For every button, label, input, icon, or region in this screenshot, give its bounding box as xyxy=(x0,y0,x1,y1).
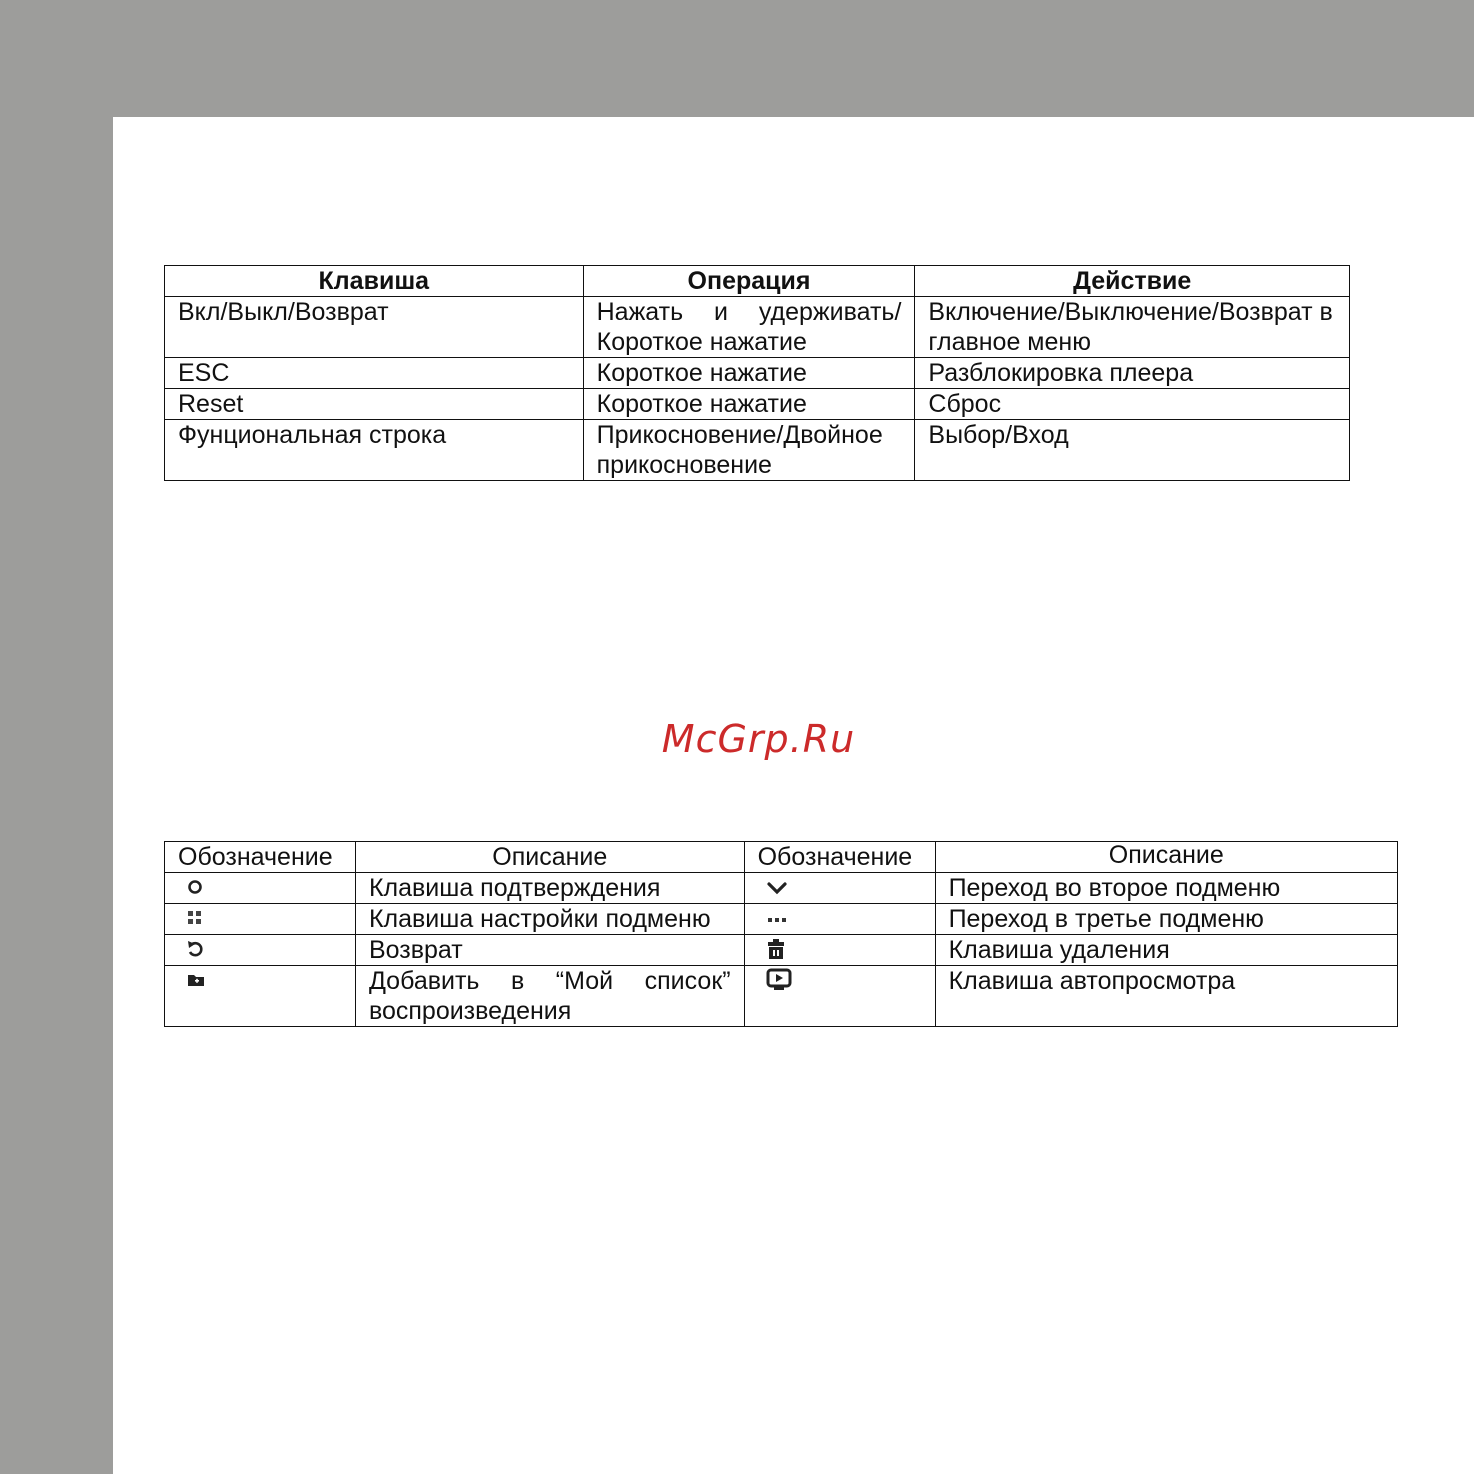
description-cell: Добавить в “Мой список” воспроизведения xyxy=(355,966,744,1027)
symbol-cell xyxy=(744,873,935,904)
header-symbol: Обозначение xyxy=(165,842,356,873)
key-cell: Reset xyxy=(165,389,584,420)
key-cell: ESC xyxy=(165,358,584,389)
back-arrow-icon xyxy=(185,938,207,960)
table-row xyxy=(165,904,1398,935)
action-cell: Разблокировка плеера xyxy=(915,358,1350,389)
header-operation: Операция xyxy=(583,266,915,297)
description-cell: Клавиша подтверждения xyxy=(355,873,744,904)
description-cell: Клавиша удаления xyxy=(935,935,1397,966)
symbol-cell xyxy=(165,873,356,904)
symbol-cell xyxy=(744,966,935,1027)
operation-cell: Короткое нажатие xyxy=(583,389,915,420)
header-symbol: Обозначение xyxy=(744,842,935,873)
header-action: Действие xyxy=(915,266,1350,297)
circle-icon xyxy=(185,877,205,897)
table-header-row xyxy=(165,842,1398,873)
action-cell: Сброс xyxy=(915,389,1350,420)
action-cell: Включение/Выключение/Возврат в главное меню xyxy=(915,297,1350,358)
operation-cell: Прикосновение/Двойное прикосновение xyxy=(583,420,915,481)
description-cell: Возврат xyxy=(355,935,744,966)
symbol-cell xyxy=(165,966,356,1027)
key-cell: Вкл/Выкл/Возврат xyxy=(165,297,584,358)
table-header-row xyxy=(165,266,1350,297)
header-description: Описание xyxy=(355,842,744,873)
keys-table xyxy=(164,265,1350,481)
description-cell: Клавиша автопросмотра xyxy=(935,966,1397,1027)
symbol-cell xyxy=(744,904,935,935)
table-row xyxy=(165,358,1350,389)
table-row xyxy=(165,420,1350,481)
description-cell: Переход во второе подменю xyxy=(935,873,1397,904)
icons-table xyxy=(164,841,1398,1027)
description-cell: Клавиша настройки подменю xyxy=(355,904,744,935)
table-row xyxy=(165,935,1398,966)
description-cell: Переход в третье подменю xyxy=(935,904,1397,935)
operation-cell: Нажать и удерживать/ Короткое нажатие xyxy=(583,297,915,358)
grid-icon xyxy=(185,908,205,928)
header-description: Описание xyxy=(935,842,1397,873)
action-cell: Выбор/Вход xyxy=(915,420,1350,481)
table-row xyxy=(165,297,1350,358)
trash-icon xyxy=(765,937,787,961)
operation-cell: Короткое нажатие xyxy=(583,358,915,389)
header-key: Клавиша xyxy=(165,266,584,297)
watermark: McGrp.Ru xyxy=(661,717,856,761)
key-cell: Фунциональная строка xyxy=(165,420,584,481)
document-page xyxy=(113,117,1474,1474)
table-row xyxy=(165,966,1398,1027)
chevron-down-icon xyxy=(765,877,789,897)
symbol-cell xyxy=(744,935,935,966)
autoplay-screen-icon xyxy=(765,966,793,994)
table-row xyxy=(165,389,1350,420)
symbol-cell xyxy=(165,904,356,935)
folder-icon xyxy=(185,970,207,990)
symbol-cell xyxy=(165,935,356,966)
more-dots-icon xyxy=(765,908,789,928)
table-row xyxy=(165,873,1398,904)
